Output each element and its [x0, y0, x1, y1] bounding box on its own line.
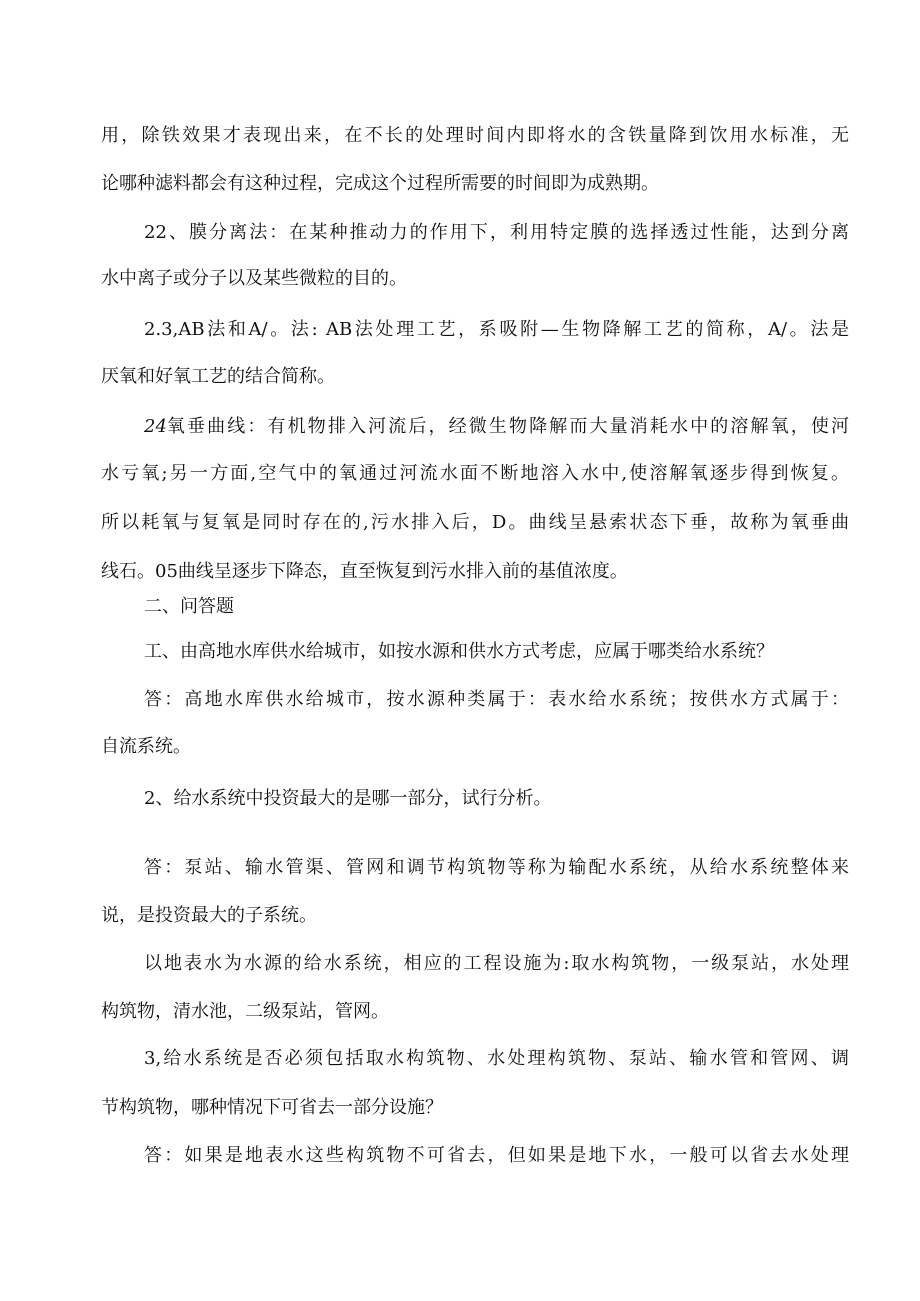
question-1: 工、由高地水库供水给城市，如按水源和供水方式考虑，应属于哪类给水系统？ [144, 641, 774, 662]
section-heading: 二、问答题 [144, 596, 234, 617]
text-line-8: 水亏氧;另一方面,空气中的氧通过河流水面不断地溶入水中,使溶解氧逐步得到恢复。 [101, 463, 849, 484]
item-24-text: 氧垂曲线：有机物排入河流后，经微生物降解而大量消耗水中的溶解氧，使河 [166, 416, 849, 437]
text-line-10: 线石。05曲线呈逐步下降态，直至恢复到污水排入前的基值浓度。 [101, 561, 628, 582]
item-24-number: 24 [144, 416, 167, 437]
text-line-19: 构筑物，清水池，二级泵站，管网。 [101, 1001, 389, 1022]
text-line-18: 以地表水为水源的给水系统，相应的工程设施为:取水构筑物，一级泵站，水处理 [144, 953, 849, 974]
answer-2-line-1: 答：泵站、输水管渠、管网和调节构筑物等称为输配水系统，从给水系统整体来 [144, 857, 849, 878]
text-line-2: 论哪种滤料都会有这种过程，完成这个过程所需要的时间即为成熟期。 [101, 173, 659, 194]
answer-3-line-1: 答：如果是地表水这些构筑物不可省去，但如果是地下水，一般可以省去水处理 [144, 1145, 849, 1166]
text-line-7 [144, 415, 849, 439]
answer-1-line-1: 答：高地水库供水给城市，按水源种类属于：表水给水系统；按供水方式属于： [144, 689, 849, 710]
text-line-4: 水中离子或分子以及某些微粒的目的。 [101, 268, 407, 289]
text-line-6: 厌氧和好氧工艺的结合简称。 [101, 366, 335, 387]
question-3-line-2: 节构筑物，哪种情况下可省去一部分设施？ [101, 1097, 443, 1118]
text-line-3: 22、膜分离法：在某种推动力的作用下，利用特定膜的选择透过性能，达到分离 [144, 222, 849, 243]
question-3-line-1: 3,给水系统是否必须包括取水构筑物、水处理构筑物、泵站、输水管和管网、调 [144, 1048, 849, 1069]
answer-2-line-2: 说，是投资最大的子系统。 [101, 905, 317, 926]
question-2: 2、给水系统中投资最大的是哪一部分，试行分析。 [144, 788, 552, 809]
text-line-5: 2.3,AB法和A/。法: AB法处理工艺，系吸附—生物降解工艺的简称，A/。法是 [144, 319, 849, 340]
answer-1-line-2: 自流系统。 [101, 736, 191, 757]
text-line-9: 所以耗氧与复氧是同时存在的,污水排入后，D。曲线呈悬索状态下垂，故称为氧垂曲 [101, 512, 849, 533]
text-line-1: 用，除铁效果才表现出来，在不长的处理时间内即将水的含铁量降到饮用水标准，无 [101, 125, 849, 146]
